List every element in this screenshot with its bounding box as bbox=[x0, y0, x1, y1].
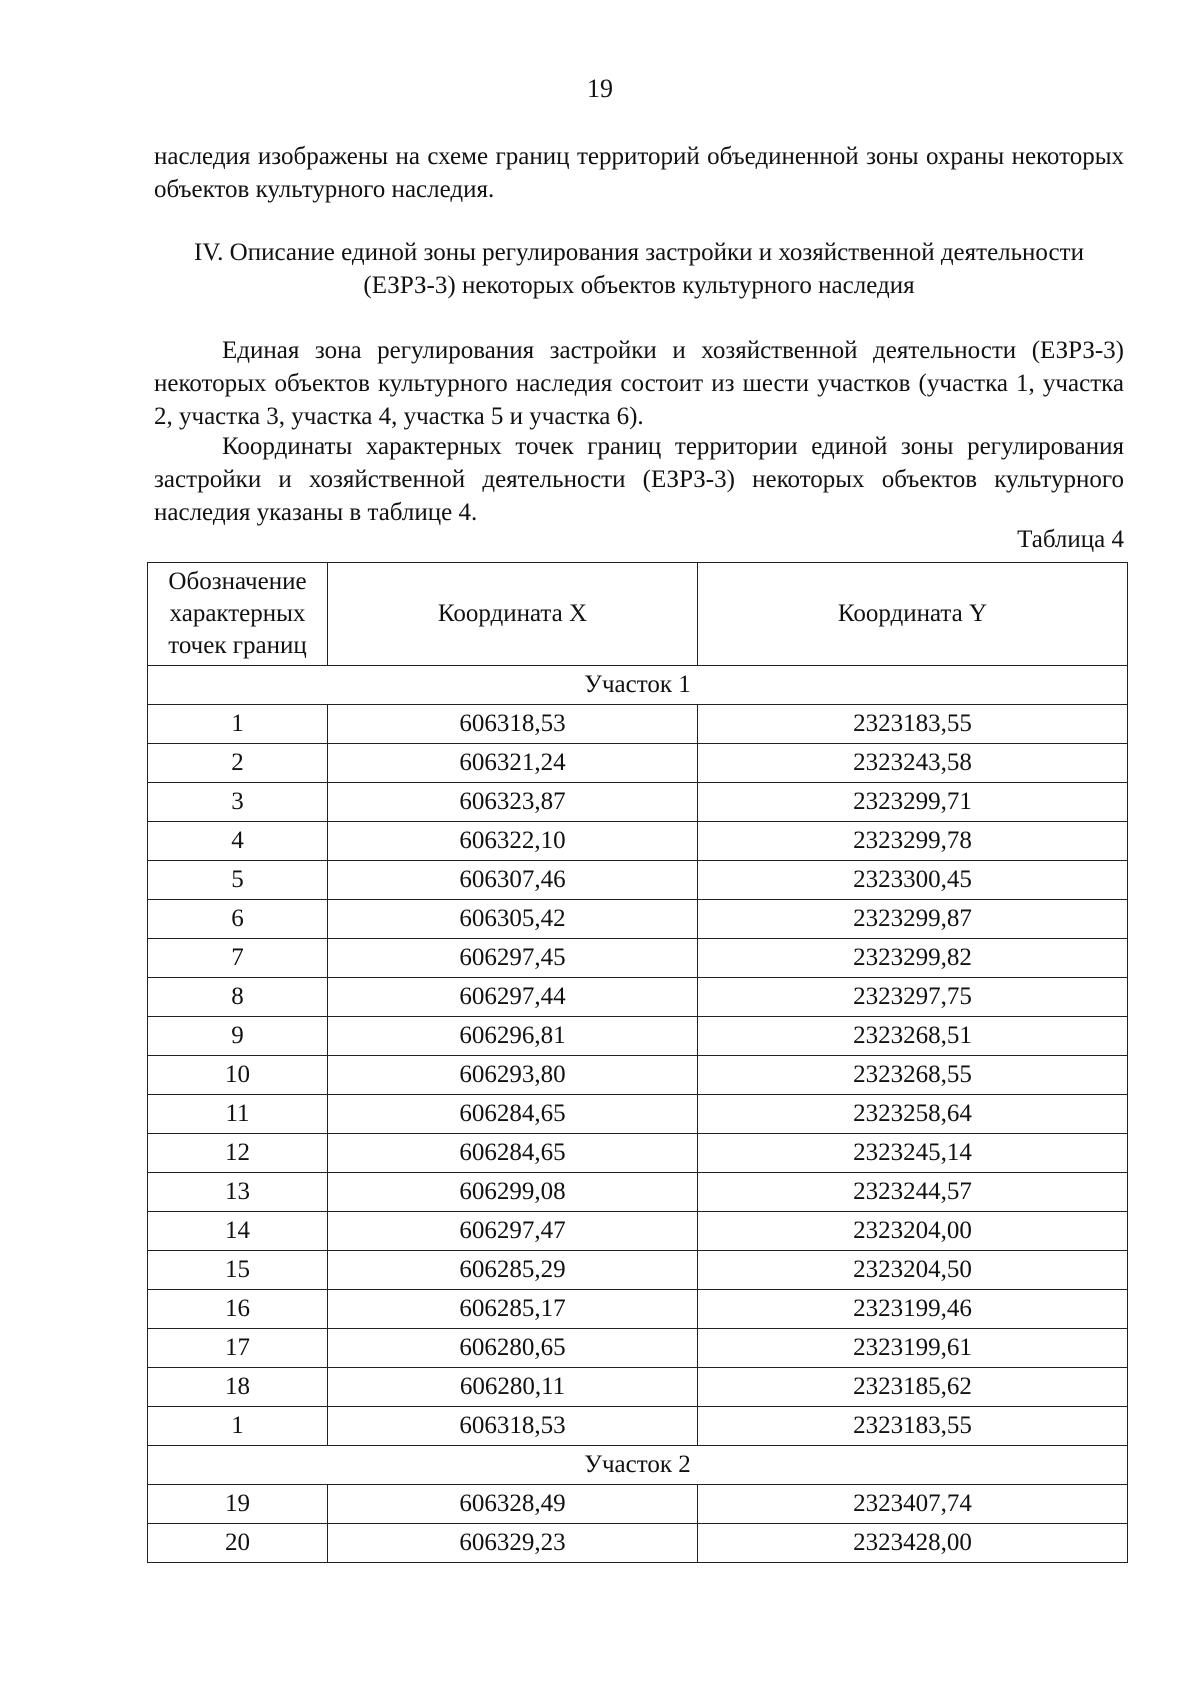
coordinates-reference-paragraph: Координаты характерных точек границ территории единой зоны регулирования застройки и хозяйственной деятельности (ЕЗРЗ-3) некоторых объектов культурного наследия указаны в таблице 4. bbox=[154, 433, 1124, 526]
coordinate-y-cell: 2323245,14 bbox=[698, 1134, 1128, 1173]
coordinate-x-cell: 606318,53 bbox=[328, 705, 698, 744]
point-number-cell: 14 bbox=[148, 1212, 328, 1251]
intro-paragraph: наследия изображены на схеме границ территорий объединенной зоны охраны некоторых объектов культурного наследия. bbox=[154, 143, 1124, 203]
table-header-row bbox=[148, 563, 1128, 666]
coordinate-x-cell: 606321,24 bbox=[328, 744, 698, 783]
coordinate-x-cell: 606322,10 bbox=[328, 822, 698, 861]
coordinate-y-cell: 2323407,74 bbox=[698, 1485, 1128, 1524]
section-title: Участок 2 bbox=[148, 1446, 1128, 1485]
coordinate-x-cell: 606297,47 bbox=[328, 1212, 698, 1251]
coordinate-x-cell: 606284,65 bbox=[328, 1134, 698, 1173]
coordinate-x-cell: 606285,29 bbox=[328, 1251, 698, 1290]
coordinate-x-cell: 606285,17 bbox=[328, 1290, 698, 1329]
coordinate-y-cell: 2323268,55 bbox=[698, 1056, 1128, 1095]
point-number-cell: 8 bbox=[148, 978, 328, 1017]
point-number-cell: 2 bbox=[148, 744, 328, 783]
table-row bbox=[148, 822, 1128, 861]
coordinate-y-cell: 2323428,00 bbox=[698, 1524, 1128, 1563]
table-caption: Таблица 4 bbox=[1017, 526, 1124, 553]
point-number-cell: 5 bbox=[148, 861, 328, 900]
coordinate-y-cell: 2323299,78 bbox=[698, 822, 1128, 861]
coordinates-table bbox=[147, 562, 1128, 1563]
table-row bbox=[148, 978, 1128, 1017]
zone-description-paragraph: Единая зона регулирования застройки и хозяйственной деятельности (ЕЗРЗ-3) некоторых объектов культурного наследия состоит из шести участков (участка 1, участка 2, участка 3, участка 4, участка 5 и участка 6). bbox=[154, 337, 1124, 430]
coordinate-y-cell: 2323204,00 bbox=[698, 1212, 1128, 1251]
table-row bbox=[148, 1290, 1128, 1329]
point-number-cell: 11 bbox=[148, 1095, 328, 1134]
table-row bbox=[148, 1329, 1128, 1368]
point-number-cell: 17 bbox=[148, 1329, 328, 1368]
point-number-cell: 1 bbox=[148, 705, 328, 744]
table-row bbox=[148, 939, 1128, 978]
coordinate-y-cell: 2323185,62 bbox=[698, 1368, 1128, 1407]
coordinate-y-cell: 2323258,64 bbox=[698, 1095, 1128, 1134]
header-coordinate-y: Координата Y bbox=[698, 563, 1128, 666]
coordinate-y-cell: 2323297,75 bbox=[698, 978, 1128, 1017]
coordinate-y-cell: 2323244,57 bbox=[698, 1173, 1128, 1212]
point-number-cell: 6 bbox=[148, 900, 328, 939]
coordinate-y-cell: 2323243,58 bbox=[698, 744, 1128, 783]
table-body bbox=[148, 666, 1128, 1563]
header-point-designation: Обозначение характерных точек границ bbox=[148, 563, 328, 666]
table-row bbox=[148, 1056, 1128, 1095]
table-row bbox=[148, 783, 1128, 822]
table-row bbox=[148, 1173, 1128, 1212]
coordinate-x-cell: 606296,81 bbox=[328, 1017, 698, 1056]
header-coordinate-x: Координата X bbox=[328, 563, 698, 666]
point-number-cell: 18 bbox=[148, 1368, 328, 1407]
point-number-cell: 3 bbox=[148, 783, 328, 822]
coordinate-x-cell: 606299,08 bbox=[328, 1173, 698, 1212]
point-number-cell: 19 bbox=[148, 1485, 328, 1524]
coordinate-x-cell: 606318,53 bbox=[328, 1407, 698, 1446]
point-number-cell: 12 bbox=[148, 1134, 328, 1173]
coordinate-x-cell: 606307,46 bbox=[328, 861, 698, 900]
table-row bbox=[148, 900, 1128, 939]
coordinate-y-cell: 2323183,55 bbox=[698, 705, 1128, 744]
table-row bbox=[148, 1095, 1128, 1134]
point-number-cell: 13 bbox=[148, 1173, 328, 1212]
coordinate-x-cell: 606305,42 bbox=[328, 900, 698, 939]
coordinate-x-cell: 606280,65 bbox=[328, 1329, 698, 1368]
section-heading: IV. Описание единой зоны регулирования застройки и хозяйственной деятельности (ЕЗРЗ-3) некоторых объектов культурного наследия bbox=[194, 239, 1084, 299]
table-row bbox=[148, 705, 1128, 744]
coordinate-x-cell: 606297,44 bbox=[328, 978, 698, 1017]
coordinate-y-cell: 2323299,82 bbox=[698, 939, 1128, 978]
coordinate-x-cell: 606284,65 bbox=[328, 1095, 698, 1134]
point-number-cell: 16 bbox=[148, 1290, 328, 1329]
point-number-cell: 7 bbox=[148, 939, 328, 978]
point-number-cell: 20 bbox=[148, 1524, 328, 1563]
table-row bbox=[148, 1524, 1128, 1563]
coordinate-y-cell: 2323299,71 bbox=[698, 783, 1128, 822]
table-row bbox=[148, 1017, 1128, 1056]
table-row bbox=[148, 1407, 1128, 1446]
coordinate-x-cell: 606328,49 bbox=[328, 1485, 698, 1524]
section-row bbox=[148, 1446, 1128, 1485]
table-row bbox=[148, 1368, 1128, 1407]
table-row bbox=[148, 1212, 1128, 1251]
coordinate-x-cell: 606329,23 bbox=[328, 1524, 698, 1563]
point-number-cell: 1 bbox=[148, 1407, 328, 1446]
coordinate-x-cell: 606280,11 bbox=[328, 1368, 698, 1407]
page-number: 19 bbox=[587, 74, 613, 103]
coordinate-y-cell: 2323183,55 bbox=[698, 1407, 1128, 1446]
point-number-cell: 15 bbox=[148, 1251, 328, 1290]
coordinate-y-cell: 2323299,87 bbox=[698, 900, 1128, 939]
coordinate-y-cell: 2323204,50 bbox=[698, 1251, 1128, 1290]
point-number-cell: 9 bbox=[148, 1017, 328, 1056]
section-row bbox=[148, 666, 1128, 705]
table-row bbox=[148, 1134, 1128, 1173]
coordinate-y-cell: 2323199,46 bbox=[698, 1290, 1128, 1329]
table-row bbox=[148, 1251, 1128, 1290]
coordinate-x-cell: 606297,45 bbox=[328, 939, 698, 978]
point-number-cell: 4 bbox=[148, 822, 328, 861]
table-row bbox=[148, 1485, 1128, 1524]
section-title: Участок 1 bbox=[148, 666, 1128, 705]
point-number-cell: 10 bbox=[148, 1056, 328, 1095]
table-row bbox=[148, 744, 1128, 783]
coordinate-y-cell: 2323300,45 bbox=[698, 861, 1128, 900]
coordinate-y-cell: 2323199,61 bbox=[698, 1329, 1128, 1368]
table-row bbox=[148, 861, 1128, 900]
coordinate-y-cell: 2323268,51 bbox=[698, 1017, 1128, 1056]
coordinate-x-cell: 606323,87 bbox=[328, 783, 698, 822]
coordinate-x-cell: 606293,80 bbox=[328, 1056, 698, 1095]
